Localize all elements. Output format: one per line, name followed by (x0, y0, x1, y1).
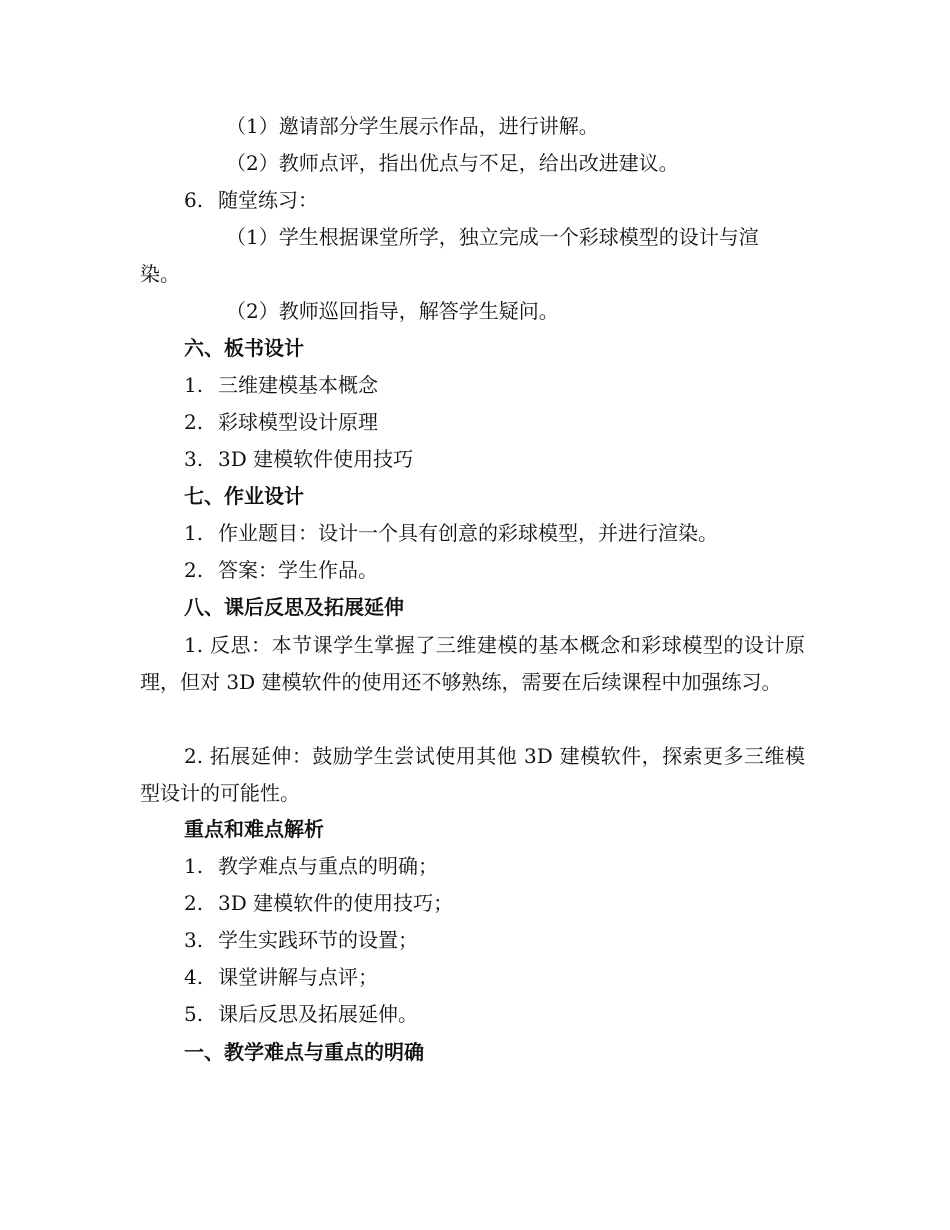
showcase-step-1: （1）邀请部分学生展示作品，进行讲解。 (226, 114, 599, 138)
list-text: 随堂练习： (218, 188, 318, 212)
list-item (184, 556, 378, 584)
list-text: 彩球模型设计原理 (218, 410, 378, 434)
list-item (184, 926, 418, 954)
list-text: 3D 建模软件使用技巧 (218, 447, 414, 471)
list-text: 作业题目：设计一个具有创意的彩球模型，并进行渲染。 (218, 521, 718, 545)
list-text: 学生实践环节的设置； (218, 928, 418, 952)
list-number: 6. (184, 188, 204, 212)
list-number: 2. (184, 891, 204, 915)
heading-board-design: 六、板书设计 (184, 336, 304, 360)
list-item (184, 852, 438, 880)
practice-step-1-line-1: （1）学生根据课堂所学，独立完成一个彩球模型的设计与渲 (226, 225, 759, 249)
practice-step-2: （2）教师巡回指导，解答学生疑问。 (226, 299, 559, 323)
list-item (184, 889, 453, 917)
list-text: 答案：学生作品。 (218, 558, 378, 582)
heading-reflection: 八、课后反思及拓展延伸 (184, 595, 404, 619)
list-item (184, 371, 378, 399)
list-number: 1. (184, 854, 204, 878)
list-text: 三维建模基本概念 (218, 373, 378, 397)
heading-homework: 七、作业设计 (184, 484, 304, 508)
list-text: 课堂讲解与点评； (218, 965, 378, 989)
extension-paragraph: 2. 拓展延伸：鼓励学生尝试使用其他 3D 建模软件，探索更多三维模型设计的可能性。 (140, 744, 805, 805)
list-number: 3. (184, 928, 204, 952)
heading-section-1: 一、教学难点与重点的明确 (184, 1040, 424, 1064)
list-number: 4. (184, 965, 204, 989)
list-number: 1. (184, 373, 204, 397)
reflection-paragraph: 1. 反思：本节课学生掌握了三维建模的基本概念和彩球模型的设计原理，但对 3D 建模软件的使用还不够熟练，需要在后续课程中加强练习。 (140, 633, 805, 694)
list-number: 3. (184, 447, 204, 471)
practice-step-1-line-2: 染。 (140, 262, 180, 286)
heading-key-points: 重点和难点解析 (184, 817, 324, 841)
list-item-practice (184, 186, 318, 214)
list-item (184, 963, 378, 991)
list-number: 5. (184, 1002, 204, 1026)
list-item (184, 408, 378, 436)
list-text: 3D 建模软件的使用技巧； (218, 891, 454, 915)
list-item (184, 519, 718, 547)
list-number: 2. (184, 410, 204, 434)
list-text: 课后反思及拓展延伸。 (218, 1002, 418, 1026)
list-item (184, 1000, 418, 1028)
showcase-step-2: （2）教师点评，指出优点与不足，给出改进建议。 (226, 151, 679, 175)
list-text: 教学难点与重点的明确； (218, 854, 438, 878)
list-item (184, 445, 413, 473)
list-number: 1. (184, 521, 204, 545)
list-number: 2. (184, 558, 204, 582)
